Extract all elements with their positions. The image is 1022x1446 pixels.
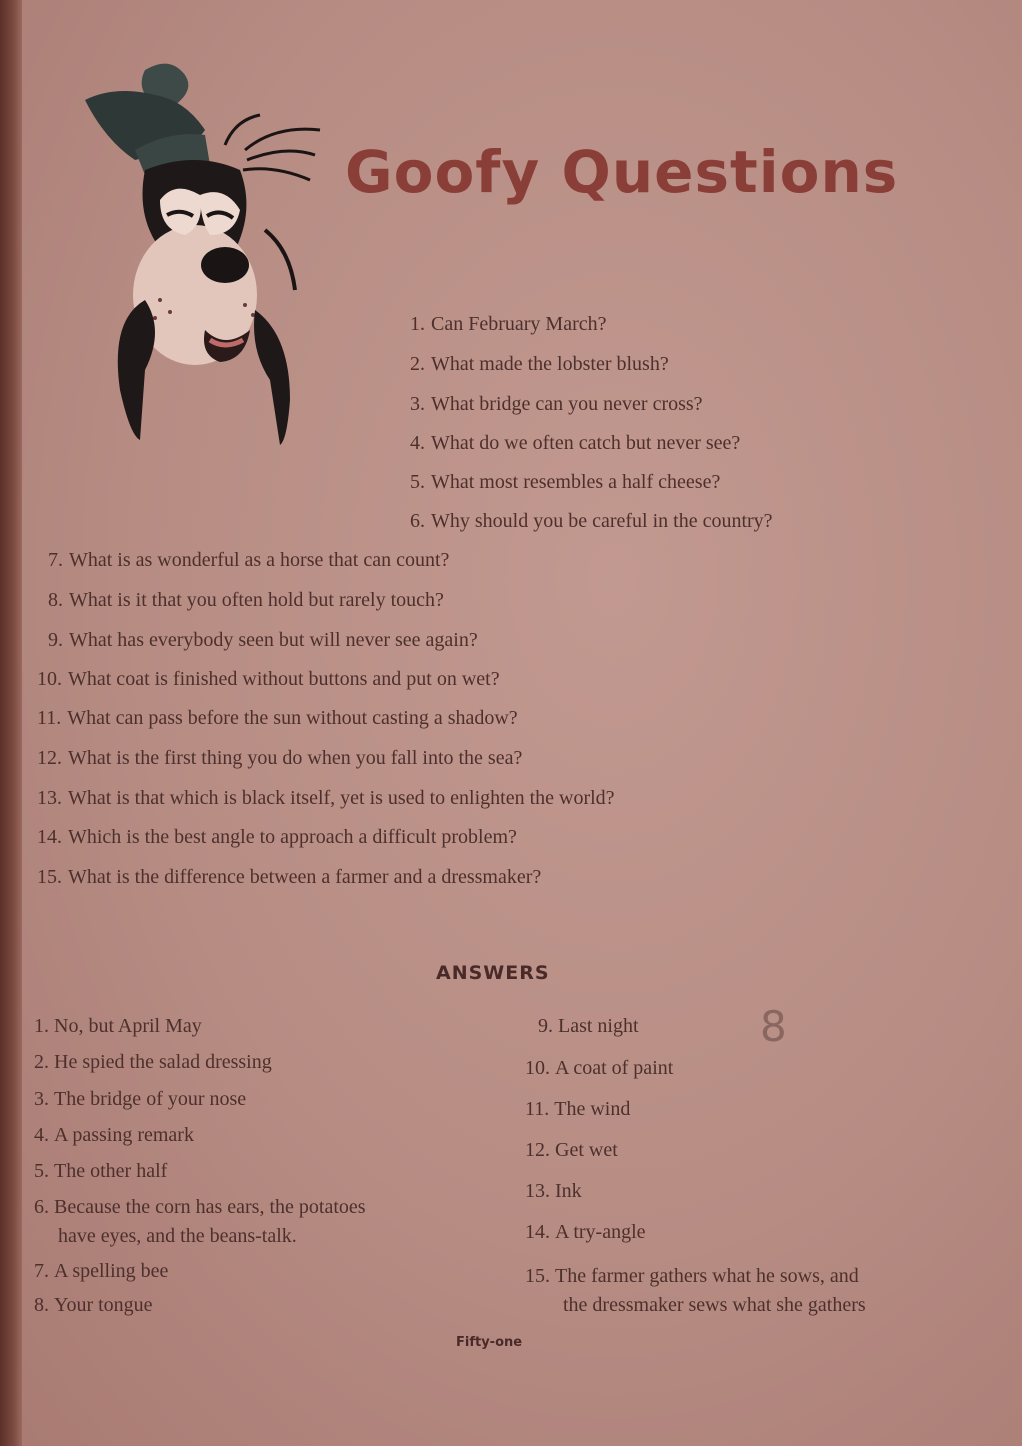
book-spine: [0, 0, 22, 1446]
question-5: 5. What most resembles a half cheese?: [410, 471, 721, 493]
answer-12: 12. Get wet: [525, 1139, 618, 1161]
question-1: 1. Can February March?: [410, 313, 607, 335]
answer-9: 9. Last night: [538, 1015, 639, 1037]
answer-5: 5. The other half: [34, 1160, 168, 1182]
question-8: 8. What is it that you often hold but rarely touch?: [48, 589, 444, 611]
question-3: 3. What bridge can you never cross?: [410, 393, 703, 415]
page-title: Goofy Questions: [345, 138, 899, 206]
answer-7: 7. A spelling bee: [34, 1260, 169, 1282]
question-15: 15. What is the difference between a farmer and a dressmaker?: [37, 866, 542, 888]
question-10: 10. What coat is finished without buttons and put on wet?: [37, 668, 500, 690]
question-4: 4. What do we often catch but never see?: [410, 432, 741, 454]
question-6: 6. Why should you be careful in the country?: [410, 510, 773, 532]
answer-4: 4. A passing remark: [34, 1124, 194, 1146]
handwritten-mark: 8: [760, 1002, 787, 1051]
answer-3: 3. The bridge of your nose: [34, 1088, 247, 1110]
answer-8: 8. Your tongue: [34, 1294, 153, 1316]
answer-6: 6. Because the corn has ears, the potatoes have eyes, and the beans-talk.: [34, 1196, 366, 1247]
goofy-illustration: [75, 50, 335, 460]
answer-13: 13. Ink: [525, 1180, 582, 1202]
question-12: 12. What is the first thing you do when you fall into the sea?: [37, 747, 523, 769]
question-14: 14. Which is the best angle to approach a difficult problem?: [37, 826, 517, 848]
answer-11: 11. The wind: [525, 1098, 631, 1120]
answer-14: 14. A try-angle: [525, 1221, 646, 1243]
answer-1: 1. No, but April May: [34, 1015, 202, 1037]
answers-heading: ANSWERS: [436, 962, 550, 984]
question-7: 7. What is as wonderful as a horse that can count?: [48, 549, 450, 571]
question-2: 2. What made the lobster blush?: [410, 353, 669, 375]
answer-15: 15. The farmer gathers what he sows, and the dressmaker sews what she gathers: [525, 1265, 866, 1316]
question-9: 9. What has everybody seen but will never see again?: [48, 629, 478, 651]
answer-10: 10. A coat of paint: [525, 1057, 674, 1079]
question-13: 13. What is that which is black itself, yet is used to enlighten the world?: [37, 787, 615, 809]
answer-2: 2. He spied the salad dressing: [34, 1051, 272, 1073]
question-11: 11. What can pass before the sun without casting a shadow?: [37, 707, 518, 729]
page-number: Fifty-one: [456, 1335, 523, 1350]
